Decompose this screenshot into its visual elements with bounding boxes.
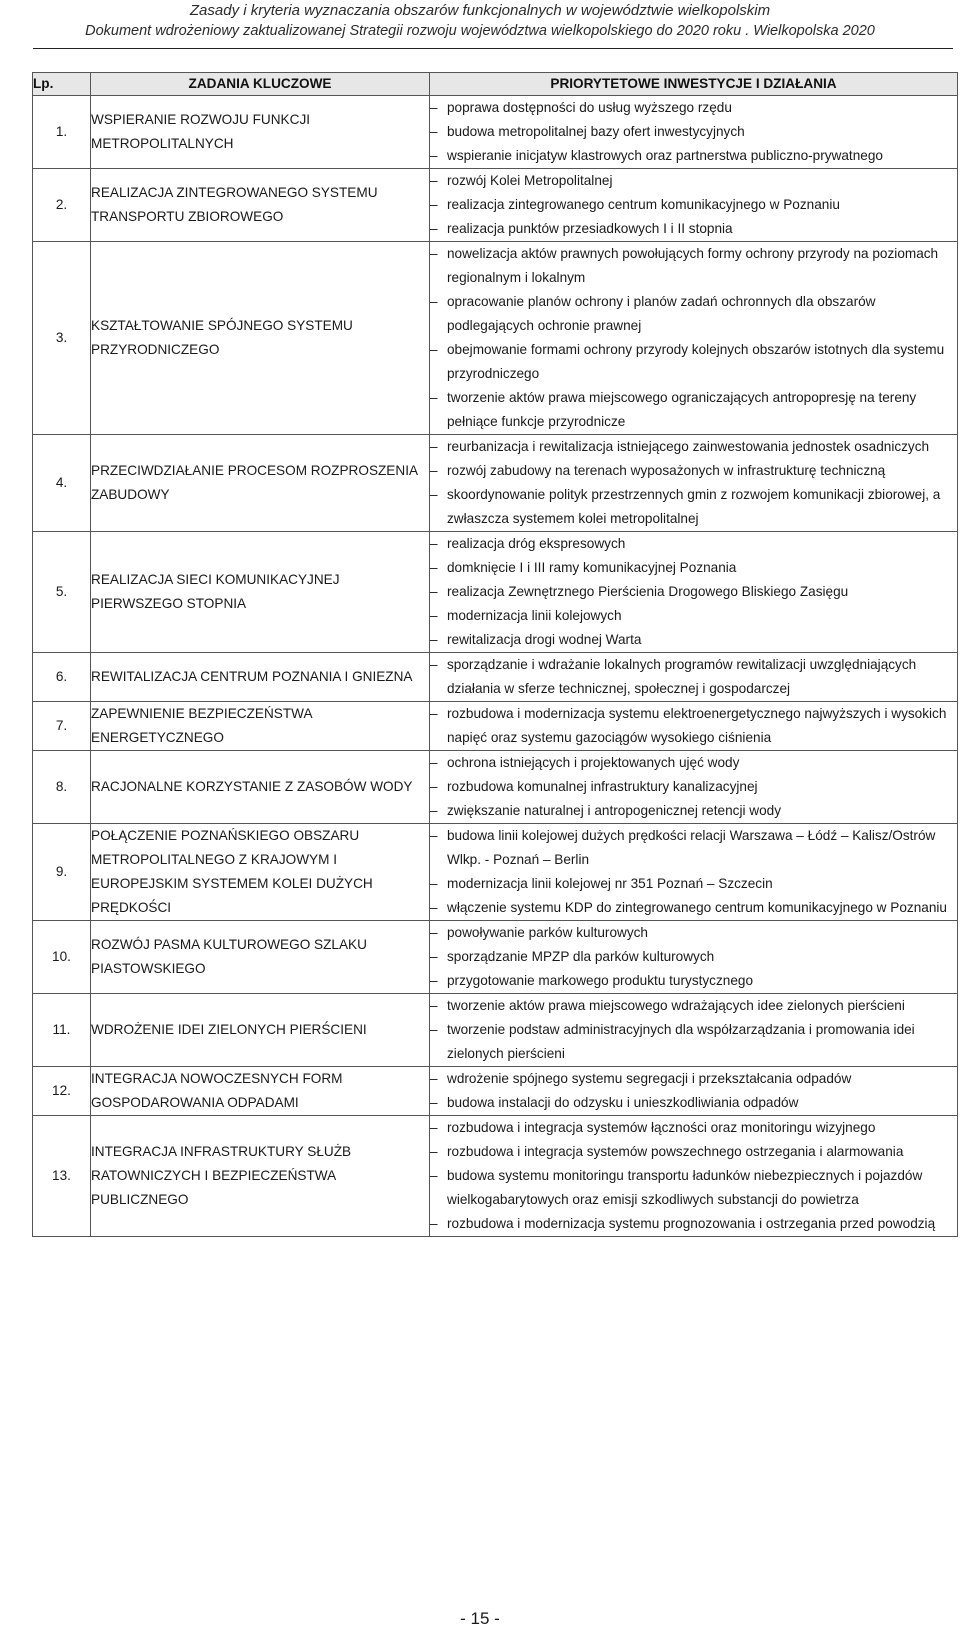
list-item: – skoordynowanie polityk przestrzennych gmin z rozwojem komunikacji zbiorowej, a zwłaszcza systemem kolei metropolitalnej [430,483,957,531]
table-row [33,751,958,824]
list-item: – realizacja dróg ekspresowych [430,532,957,556]
priority-investments [430,242,958,435]
list-item: – modernizacja linii kolejowych [430,604,957,628]
key-task: WSPIERANIE ROZWOJU FUNKCJI METROPOLITALNYCH [91,96,430,169]
table-header-row [33,73,958,96]
priority-investments [430,921,958,994]
list-item: – ochrona istniejących i projektowanych ujęć wody [430,751,957,775]
page-number: - 15 - [460,1609,500,1628]
list-item: – wspieranie inicjatyw klastrowych oraz partnerstwa publiczno-prywatnego [430,144,957,168]
row-number: 7. [33,702,91,751]
list-item: – tworzenie aktów prawa miejscowego ograniczających antropopresję na tereny pełniące funkcje przyrodnicze [430,386,957,434]
priority-investments [430,96,958,169]
column-header-lp: Lp. [33,73,91,96]
list-item: – realizacja zintegrowanego centrum komunikacyjnego w Poznaniu [430,193,957,217]
row-number: 1. [33,96,91,169]
table-row [33,1067,958,1116]
document-header [0,0,960,42]
list-item: – tworzenie aktów prawa miejscowego wdrażających idee zielonych pierścieni [430,994,957,1018]
list-item: – rozbudowa komunalnej infrastruktury kanalizacyjnej [430,775,957,799]
row-number: 8. [33,751,91,824]
row-number: 11. [33,994,91,1067]
key-task: REALIZACJA SIECI KOMUNIKACYJNEJ PIERWSZEGO STOPNIA [91,532,430,653]
row-number: 5. [33,532,91,653]
table-row [33,653,958,702]
list-item: – rozbudowa i modernizacja systemu prognozowania i ostrzegania przed powodzią [430,1212,957,1236]
row-number: 4. [33,435,91,532]
priority-investments [430,532,958,653]
row-number: 2. [33,169,91,242]
list-item: – realizacja punktów przesiadkowych I i II stopnia [430,217,957,241]
priority-investments [430,702,958,751]
table-row [33,435,958,532]
key-task: KSZTAŁTOWANIE SPÓJNEGO SYSTEMU PRZYRODNICZEGO [91,242,430,435]
priority-investments [430,824,958,921]
priority-investments [430,653,958,702]
header-title: Zasady i kryteria wyznaczania obszarów funkcjonalnych w województwie wielkopolskim [189,2,771,19]
table-row [33,96,958,169]
header-divider [33,48,953,49]
key-task: REALIZACJA ZINTEGROWANEGO SYSTEMU TRANSPORTU ZBIOROWEGO [91,169,430,242]
table-row [33,169,958,242]
list-item: – budowa metropolitalnej bazy ofert inwestycyjnych [430,120,957,144]
key-task: POŁĄCZENIE POZNAŃSKIEGO OBSZARU METROPOLITALNEGO Z KRAJOWYM I EUROPEJSKIM SYSTEMEM KOLEI DUŻYCH PRĘDKOŚCI [91,824,430,921]
key-task: INTEGRACJA INFRASTRUKTURY SŁUŻB RATOWNICZYCH I BEZPIECZEŃSTWA PUBLICZNEGO [91,1116,430,1237]
priority-investments [430,994,958,1067]
row-number: 9. [33,824,91,921]
priority-investments [430,751,958,824]
list-item: – zwiększanie naturalnej i antropogenicznej retencji wody [430,799,957,823]
table-row [33,824,958,921]
list-item: – budowa instalacji do odzysku i unieszkodliwiania odpadów [430,1091,957,1115]
key-task: RACJONALNE KORZYSTANIE Z ZASOBÓW WODY [91,751,430,824]
table-row [33,532,958,653]
table-row [33,702,958,751]
list-item: – rozbudowa i modernizacja systemu elektroenergetycznego najwyższych i wysokich napięć oraz systemu gazociągów wysokiego ciśnienia [430,702,957,750]
list-item: – powoływanie parków kulturowych [430,921,957,945]
list-item: – nowelizacja aktów prawnych powołujących formy ochrony przyrody na poziomach regionalnym i lokalnym [430,242,957,290]
list-item: – rewitalizacja drogi wodnej Warta [430,628,957,652]
row-number: 13. [33,1116,91,1237]
list-item: – realizacja Zewnętrznego Pierścienia Drogowego Bliskiego Zasięgu [430,580,957,604]
list-item: – budowa linii kolejowej dużych prędkości relacji Warszawa – Łódź – Kalisz/Ostrów Wlkp. - Poznań – Berlin [430,824,957,872]
list-item: – reurbanizacja i rewitalizacja istniejącego zainwestowania jednostek osadniczych [430,435,957,459]
key-tasks-table [32,72,958,1237]
key-task: ZAPEWNIENIE BEZPIECZEŃSTWA ENERGETYCZNEGO [91,702,430,751]
row-number: 10. [33,921,91,994]
list-item: – modernizacja linii kolejowej nr 351 Poznań – Szczecin [430,872,957,896]
list-item: – opracowanie planów ochrony i planów zadań ochronnych dla obszarów podlegających ochronie prawnej [430,290,957,338]
list-item: – rozbudowa i integracja systemów łączności oraz monitoringu wizyjnego [430,1116,957,1140]
list-item: – rozbudowa i integracja systemów powszechnego ostrzegania i alarmowania [430,1140,957,1164]
list-item: – poprawa dostępności do usług wyższego rzędu [430,96,957,120]
list-item: – sporządzanie i wdrażanie lokalnych programów rewitalizacji uwzględniających działania w sferze technicznej, społecznej i gospodarczej [430,653,957,701]
row-number: 3. [33,242,91,435]
key-task: INTEGRACJA NOWOCZESNYCH FORM GOSPODAROWANIA ODPADAMI [91,1067,430,1116]
priority-investments [430,1116,958,1237]
key-task: WDROŻENIE IDEI ZIELONYCH PIERŚCIENI [91,994,430,1067]
table-row [33,1116,958,1237]
priority-investments [430,169,958,242]
list-item: – rozwój Kolei Metropolitalnej [430,169,957,193]
list-item: – budowa systemu monitoringu transportu ładunków niebezpiecznych i pojazdów wielkogabarytowych oraz emisji szkodliwych substancji do powietrza [430,1164,957,1212]
header-subtitle: Dokument wdrożeniowy zaktualizowanej Strategii rozwoju województwa wielkopolskiego do 2020 roku . Wielkopolska 2020 [85,23,875,39]
list-item: – rozwój zabudowy na terenach wyposażonych w infrastrukturę techniczną [430,459,957,483]
list-item: – przygotowanie markowego produktu turystycznego [430,969,957,993]
list-item: – sporządzanie MPZP dla parków kulturowych [430,945,957,969]
priority-investments [430,1067,958,1116]
key-task: ROZWÓJ PASMA KULTUROWEGO SZLAKU PIASTOWSKIEGO [91,921,430,994]
list-item: – obejmowanie formami ochrony przyrody kolejnych obszarów istotnych dla systemu przyrodniczego [430,338,957,386]
table-row [33,994,958,1067]
priority-investments [430,435,958,532]
list-item: – wdrożenie spójnego systemu segregacji i przekształcania odpadów [430,1067,957,1091]
table-body [33,96,958,1237]
row-number: 6. [33,653,91,702]
key-task: REWITALIZACJA CENTRUM POZNANIA I GNIEZNA [91,653,430,702]
list-item: – tworzenie podstaw administracyjnych dla współzarządzania i promowania idei zielonych pierścieni [430,1018,957,1066]
list-item: – domknięcie I i III ramy komunikacyjnej Poznania [430,556,957,580]
column-header-tasks: ZADANIA KLUCZOWE [91,73,430,96]
table-row [33,242,958,435]
table-row [33,921,958,994]
key-task: PRZECIWDZIAŁANIE PROCESOM ROZPROSZENIA ZABUDOWY [91,435,430,532]
row-number: 12. [33,1067,91,1116]
column-header-investments: PRIORYTETOWE INWESTYCJE I DZIAŁANIA [430,73,958,96]
list-item: – włączenie systemu KDP do zintegrowanego centrum komunikacyjnego w Poznaniu [430,896,957,920]
